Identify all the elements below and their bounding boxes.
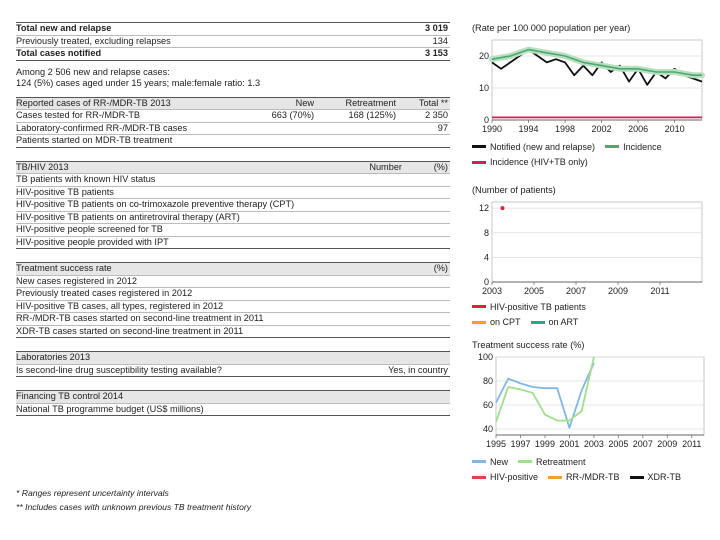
hiv-patients-chart: [472, 184, 712, 339]
header-percent: (%): [433, 263, 448, 273]
legend-item: [472, 455, 508, 469]
legend-item: [472, 155, 588, 169]
legend-swatch: [605, 145, 619, 148]
hiv-patients-chart-plot: [472, 196, 708, 296]
x-tick-label: 2011: [650, 286, 670, 296]
cases-note: [16, 67, 450, 89]
finance-table: [16, 390, 450, 416]
header-label: Treatment success rate: [16, 263, 112, 273]
row-label: XDR-TB cases started on second-line treatment in 2011: [16, 325, 244, 336]
legend-item: [472, 315, 521, 329]
header-number: Number: [369, 161, 402, 172]
row-new: [244, 123, 314, 135]
x-tick-label: 2003: [583, 439, 604, 449]
mdr-table: [16, 97, 450, 148]
y-tick-label: 0: [483, 277, 489, 287]
y-tick-label: 8: [483, 227, 489, 238]
table-row: [16, 404, 450, 417]
y-tick-label: 4: [483, 252, 489, 263]
x-tick-label: 1995: [485, 439, 507, 449]
summary-row: [16, 23, 450, 36]
treatment-success-chart-plot: [472, 351, 708, 451]
row-value: Yes, in country: [388, 364, 448, 375]
legend-swatch: [472, 161, 486, 164]
row-label: Total new and relapse: [16, 23, 112, 33]
legend-label: Retreatment: [536, 456, 586, 467]
summary-table: [16, 22, 450, 61]
table-row: [16, 276, 450, 289]
header-total: Total **: [418, 97, 448, 108]
header-label: Laboratories 2013: [16, 352, 91, 362]
note-line: Among 2 506 new and relapse cases:: [16, 66, 170, 77]
x-tick-label: 2010: [664, 124, 685, 134]
legend-item: [531, 315, 579, 329]
x-tick-label: 2009: [607, 286, 629, 296]
legend-item: [630, 470, 682, 484]
incidence-chart-plot: [472, 34, 708, 136]
table-header: [16, 98, 450, 111]
row-label: HIV-positive people provided with IPT: [16, 236, 169, 247]
legend-item: [472, 140, 595, 154]
labs-table: [16, 351, 450, 377]
y-tick-label: 12: [478, 203, 489, 214]
incidence-chart: [472, 22, 712, 184]
row-new: 663 (70%): [271, 110, 314, 120]
table-row: [16, 237, 450, 250]
table-header: [16, 263, 450, 276]
legend-label: New: [490, 456, 509, 467]
legend-label: Notified (new and relapse): [490, 141, 596, 152]
table-row: [16, 123, 450, 136]
legend-label: on ART: [548, 317, 579, 327]
row-value: 3 153: [425, 48, 448, 58]
row-label: Laboratory-confirmed RR-/MDR-TB cases: [16, 122, 188, 133]
legend-swatch: [548, 476, 562, 479]
plot-frame: [496, 357, 704, 435]
table-row: [16, 288, 450, 301]
table-row: [16, 199, 450, 212]
summary-row: [16, 48, 450, 61]
legend-swatch: [472, 145, 486, 148]
row-retreatment: [314, 135, 396, 147]
legend-swatch: [472, 476, 486, 479]
header-new: New: [295, 97, 314, 108]
table-row: [16, 174, 450, 187]
x-tick-label: 1998: [555, 124, 576, 134]
y-tick-label: 20: [478, 51, 489, 61]
y-tick-label: 100: [477, 352, 493, 362]
x-tick-label: 1999: [534, 439, 555, 449]
footnote: ** Includes cases with unknown previous TB treatment history: [16, 502, 252, 512]
legend-label: HIV-positive: [490, 472, 539, 482]
row-label: Previously treated cases registered in 2012: [16, 288, 193, 298]
legend-swatch: [472, 321, 486, 324]
x-tick-label: 1994: [518, 124, 539, 134]
row-label: HIV-positive TB cases, all types, registered in 2012: [16, 300, 224, 311]
footnotes: [16, 486, 251, 514]
legend-item: [518, 455, 586, 469]
row-label: HIV-positive TB patients: [16, 186, 114, 197]
row-label: Is second-line drug susceptibility testing available?: [16, 364, 222, 375]
x-tick-label: 2009: [657, 439, 678, 449]
treatment-success-chart: [472, 339, 712, 484]
treatment-success-chart-legend: [472, 453, 712, 484]
x-tick-label: 1997: [510, 439, 531, 449]
table-row: [16, 212, 450, 225]
row-label: RR-/MDR-TB cases started on second-line treatment in 2011: [16, 313, 264, 323]
table-header: [16, 391, 450, 404]
table-row: [16, 313, 450, 326]
x-tick-label: 2005: [608, 439, 629, 449]
row-label: New cases registered in 2012: [16, 275, 138, 286]
legend-label: HIV-positive TB patients: [490, 301, 586, 312]
legend-item: [605, 140, 662, 154]
chart-title: (Number of patients): [472, 185, 556, 195]
note-line: 124 (5%) cases aged under 15 years; male:female ratio: 1.3: [16, 77, 261, 88]
row-label: TB patients with known HIV status: [16, 174, 156, 184]
legend-item: [472, 470, 538, 484]
row-label: Cases tested for RR-/MDR-TB: [16, 110, 141, 120]
header-label: Financing TB control 2014: [16, 391, 124, 401]
x-tick-label: 2001: [559, 439, 580, 449]
row-label: Total cases notified: [16, 48, 102, 58]
x-tick-label: 2006: [628, 124, 649, 134]
x-tick-label: 2002: [591, 124, 612, 134]
row-label: HIV-positive TB patients on co-trimoxazole preventive therapy (CPT): [16, 199, 295, 209]
y-tick-label: 10: [478, 83, 489, 93]
table-row: [16, 365, 450, 378]
x-tick-label: 2011: [682, 439, 702, 449]
table-row: [16, 326, 450, 339]
legend-swatch: [531, 321, 545, 324]
y-tick-label: 80: [482, 376, 493, 386]
x-tick-label: 2003: [481, 286, 503, 296]
y-tick-label: 40: [482, 424, 493, 434]
row-label: Previously treated, excluding relapses: [16, 35, 171, 46]
table-header: [16, 162, 450, 175]
success-table: [16, 262, 450, 338]
legend-label: on CPT: [490, 317, 521, 327]
legend-swatch: [472, 460, 486, 463]
row-label: HIV-positive TB patients on antiretroviral therapy (ART): [16, 211, 240, 222]
y-tick-label: 60: [482, 400, 493, 410]
summary-row: [16, 36, 450, 49]
chart-title: Treatment success rate (%): [472, 340, 585, 350]
row-label: HIV-positive people screened for TB: [16, 224, 163, 234]
chart-title: (Rate per 100 000 population per year): [472, 23, 631, 33]
legend-swatch: [630, 476, 644, 479]
row-total: [396, 135, 450, 147]
x-tick-label: 2005: [523, 286, 545, 296]
header-retreatment: Retreatment: [345, 97, 396, 108]
charts-column: [472, 22, 712, 484]
table-row: [16, 187, 450, 200]
plot-frame: [492, 202, 702, 282]
row-new: [244, 135, 314, 147]
x-tick-label: 2007: [565, 286, 587, 296]
row-value: [328, 404, 450, 416]
legend-swatch: [518, 460, 532, 463]
row-retreatment: 168 (125%): [348, 110, 396, 120]
series-line: [496, 363, 594, 428]
legend-label: Incidence: [623, 141, 662, 152]
profile-tables: [16, 22, 450, 422]
row-total: 97: [437, 122, 448, 133]
row-retreatment: [314, 123, 396, 135]
legend-swatch: [472, 305, 486, 308]
data-point: [501, 206, 505, 210]
header-percent: (%): [433, 161, 448, 172]
legend-label: Incidence (HIV+TB only): [490, 157, 588, 167]
row-value: 3 019: [425, 23, 448, 33]
legend-item: [548, 470, 620, 484]
row-label: National TB programme budget (US$ millions): [16, 403, 204, 414]
legend-item: [472, 300, 586, 314]
header-label: TB/HIV 2013: [16, 161, 69, 172]
footnote: * Ranges represent uncertainty intervals: [16, 488, 169, 498]
y-tick-label: 0: [483, 115, 489, 125]
row-value: 134: [432, 35, 448, 46]
series-line: [496, 357, 594, 422]
x-tick-label: 1990: [481, 124, 503, 134]
table-row: [16, 135, 450, 148]
legend-label: XDR-TB: [647, 472, 682, 482]
row-total: 2 350: [425, 110, 448, 120]
x-tick-label: 2007: [632, 439, 653, 449]
tbhiv-table: [16, 161, 450, 250]
table-header: [16, 352, 450, 365]
hiv-patients-chart-legend: [472, 298, 712, 329]
legend-label: RR-/MDR-TB: [566, 472, 620, 482]
table-row: [16, 301, 450, 314]
table-row: [16, 224, 450, 237]
header-label: Reported cases of RR-/MDR-TB 2013: [16, 97, 171, 108]
row-label: Patients started on MDR-TB treatment: [16, 135, 173, 145]
table-row: [16, 110, 450, 123]
incidence-chart-legend: [472, 138, 712, 169]
